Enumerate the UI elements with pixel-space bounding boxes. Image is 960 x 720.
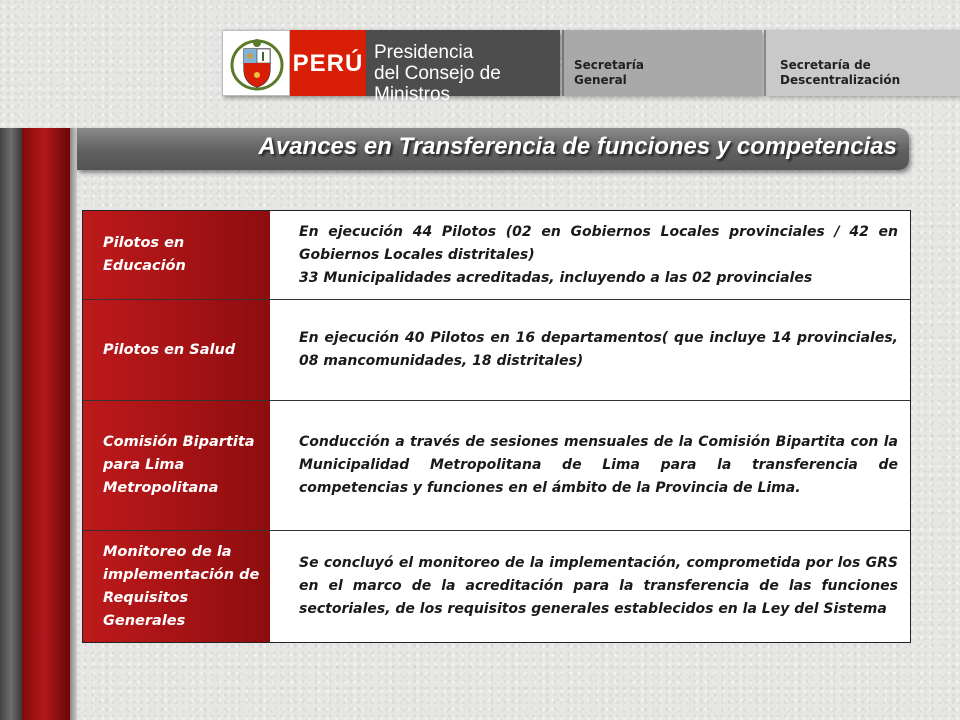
row-content: [270, 300, 910, 400]
coat-of-arms: [222, 30, 290, 96]
left-gray-bar: [0, 128, 22, 720]
table-row: [83, 299, 910, 400]
tab2-line2: Descentralización: [780, 73, 901, 87]
row-content: [270, 401, 910, 530]
table-row: [83, 530, 910, 642]
secretaria-general-tab: [562, 30, 762, 96]
row-label: Monitoreo de la implementación de Requisitos Generales: [83, 531, 270, 642]
country-name: PERÚ: [292, 50, 364, 77]
institution-line1: Presidencia: [374, 42, 474, 63]
progress-table: [82, 210, 911, 643]
tab1-line1: Secretaría: [574, 58, 644, 72]
institution-name: [366, 30, 560, 105]
row-content-line: Conducción a través de sesiones mensuales de la Comisión Bipartita con la Municipalidad Metropolitana de Lima para la transferencia de competencias y funciones en el ámbito de la Provincia de Lima.: [299, 434, 898, 496]
row-content: [270, 211, 910, 299]
table-row: [83, 400, 910, 530]
row-label: Comisión Bipartita para Lima Metropolitana: [83, 401, 270, 530]
header-banner: [222, 30, 960, 105]
slide-title-bar: [77, 128, 909, 170]
row-content: [270, 531, 910, 642]
secretaria-descentralizacion-tab: [764, 30, 960, 96]
left-red-bar: [22, 128, 70, 720]
row-label: Pilotos en Salud: [83, 300, 270, 400]
row-content-line: En ejecución 44 Pilotos (02 en Gobiernos Locales provinciales / 42 en Gobiernos Locales distritales): [299, 223, 898, 263]
tab2-line1: Secretaría de: [780, 58, 871, 72]
row-content-line: En ejecución 40 Pilotos en 16 departamentos( que incluye 14 provinciales, 08 mancomunidades, 18 distritales): [299, 330, 898, 369]
institution-line2: del Consejo de Ministros: [374, 63, 501, 105]
tab1-line2: General: [574, 73, 627, 87]
left-thin-bar: [70, 128, 77, 720]
row-content-line: 33 Municipalidades acreditadas, incluyendo a las 02 provinciales: [299, 269, 813, 286]
peru-coat-of-arms-icon: [229, 35, 285, 93]
row-label: Pilotos en Educación: [83, 211, 270, 299]
slide-title: Avances en Transferencia de funciones y competencias: [258, 133, 897, 160]
table-row: [83, 211, 910, 299]
row-content-line: Se concluyó el monitoreo de la implementación, comprometida por los GRS en el marco de la acreditación para la transferencia de las funciones sectoriales, de los requisitos generales establecidos en la Ley del Sistema: [299, 555, 898, 617]
peru-brand: [290, 30, 366, 96]
government-logo-block: [222, 30, 560, 105]
